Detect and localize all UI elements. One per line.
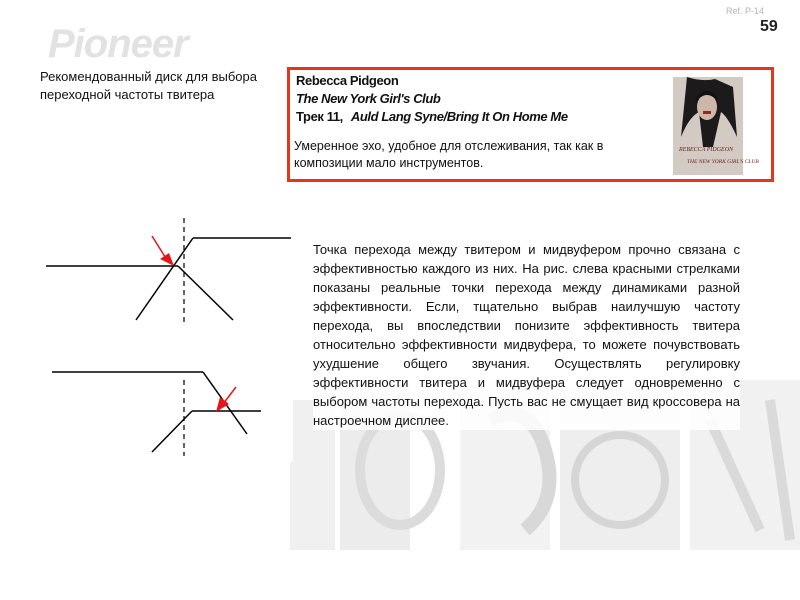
top-arrow-head [160, 253, 174, 266]
reference-code: Ref. P-14 [726, 6, 765, 16]
page-number: 59 [760, 18, 778, 35]
cover-artist-text: REBECCA PIDGEON [679, 147, 734, 153]
top-tweeter-rise [136, 238, 193, 320]
track-prefix: Трек 11, [296, 109, 343, 124]
crossover-diagram [38, 212, 293, 462]
top-midwoofer-rolloff [178, 266, 233, 320]
cover-title-text: THE NEW YORK GIRL'S CLUB [687, 159, 759, 165]
album-cover-image [673, 77, 759, 175]
track-title: Auld Lang Syne/Bring It On Home Me [350, 109, 568, 124]
album-cover-art [673, 77, 759, 175]
recommended-disc-label: Рекомендованный диск для выбора переходной частоты твитера [40, 69, 257, 102]
disc-track [296, 109, 568, 124]
body-paragraph: Точка перехода между твитером и мидвуфером прочно связана с эффективностью каждого из них. На рис. слева красными стрелками показаны реальные точки перехода между динамиками разной эффективности. Если, тщательно выбрав наилучшую частоту перехода, вы впоследствии понизите эффективность твитера относительно эффективности мидвуфера, то можете почувствовать ухудшение общего звучания. Осуществлять регулировку эффективности твитера и мидвуфера следует одновременно с выбором частоты перехода. Пусть вас не смущает вид кроссовера на настроечном дисплее. [313, 242, 740, 428]
disc-description: Умеренное эхо, удобное для отслеживания, так как в композиции мало инструментов. [294, 139, 604, 170]
disc-album: The New York Girl's Club [296, 91, 441, 106]
pioneer-logo: Pioneer [48, 22, 188, 66]
disc-info-box [287, 67, 774, 182]
disc-artist: Rebecca Pidgeon [296, 73, 399, 88]
bottom-tweeter-rise [152, 411, 192, 452]
